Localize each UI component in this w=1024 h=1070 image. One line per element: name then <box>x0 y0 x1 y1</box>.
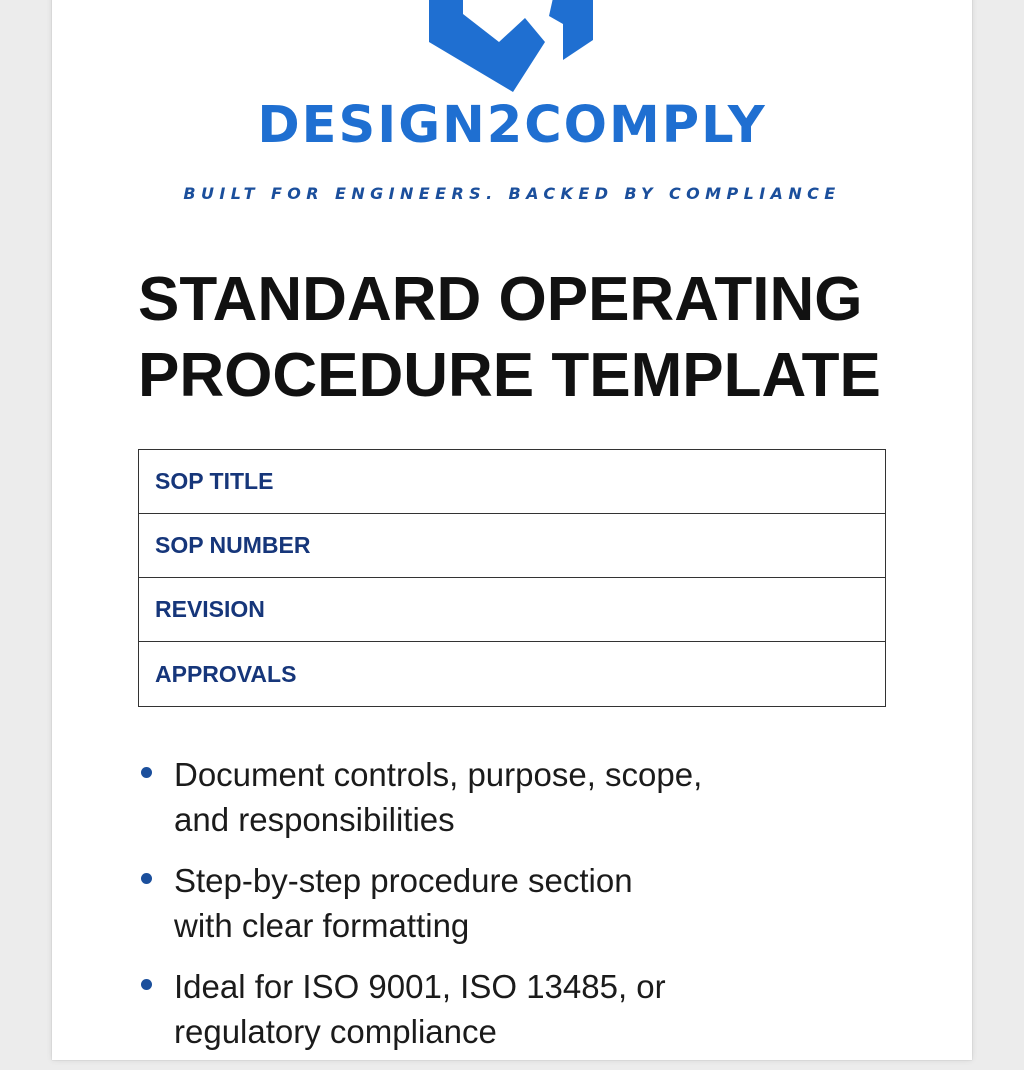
bullet-dot-icon <box>141 873 152 884</box>
list-item-line-1: Ideal for ISO 9001, ISO 13485, or <box>174 968 666 1005</box>
field-approvals[interactable]: APPROVALS <box>155 660 297 687</box>
page-title <box>138 262 958 414</box>
list-item <box>138 858 898 948</box>
sop-fields-table <box>138 449 886 707</box>
field-revision[interactable]: REVISION <box>139 578 885 642</box>
page-title-line-2: PROCEDURE TEMPLATE <box>138 341 881 410</box>
list-item <box>138 964 898 1054</box>
design2comply-shield-logo-icon <box>429 0 597 95</box>
brand-tagline: BUILT FOR ENGINEERS. BACKED BY COMPLIANCE <box>183 184 841 203</box>
brand-name: DESIGN2COMPLY <box>257 96 767 155</box>
list-item-line-1: Document controls, purpose, scope, <box>174 756 703 793</box>
field-sop-number[interactable]: SOP NUMBER <box>139 514 885 578</box>
bullet-dot-icon <box>141 979 152 990</box>
document-page <box>52 0 972 1060</box>
list-item-line-2: with clear formatting <box>174 907 470 944</box>
list-item <box>138 752 898 842</box>
page-title-line-1: STANDARD OPERATING <box>138 265 863 334</box>
list-item-line-2: and responsibilities <box>174 801 455 838</box>
bullet-dot-icon <box>141 767 152 778</box>
list-item-line-2: regulatory compliance <box>174 1013 497 1050</box>
list-item-line-1: Step-by-step procedure section <box>174 862 633 899</box>
feature-list <box>138 752 898 1070</box>
field-sop-title[interactable]: SOP TITLE <box>139 450 885 514</box>
